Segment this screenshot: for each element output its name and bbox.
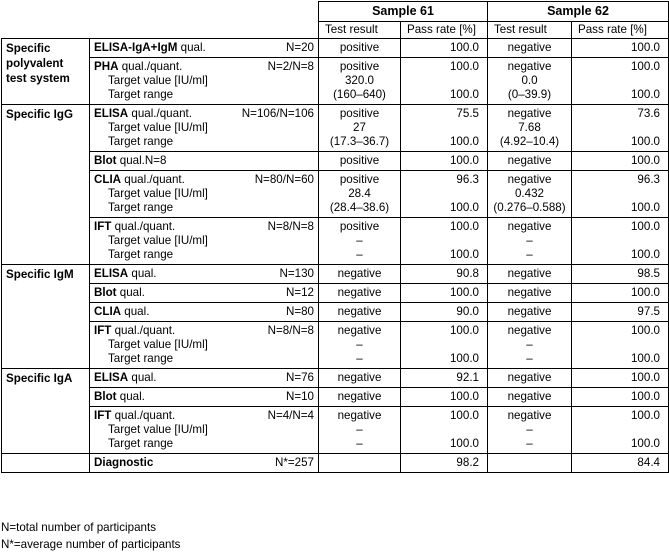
s62-pass-rate-cell bbox=[572, 284, 669, 303]
participant-count: N=8/N=8 bbox=[267, 324, 314, 337]
s61-pass-rate-cell bbox=[401, 322, 488, 369]
s61-result-value: negative bbox=[337, 409, 382, 422]
s61-result-value: positive bbox=[339, 41, 380, 54]
s61-pass-rate-value: 100.0 bbox=[449, 135, 479, 148]
participant-count: N=80/N=60 bbox=[254, 173, 314, 186]
s62-pass-rate-value bbox=[576, 121, 660, 135]
s62-pass-rate-cell bbox=[572, 105, 669, 152]
footnote-n: N=total number of participants bbox=[1, 521, 156, 534]
participant-count: N=80 bbox=[285, 305, 314, 318]
s62-result-value: negative bbox=[507, 324, 552, 337]
s61-result-value: positive bbox=[339, 220, 380, 233]
s62-pass-rate-cell bbox=[572, 388, 669, 407]
s61-pass-rate-value: 75.5 bbox=[456, 107, 479, 120]
method-cell bbox=[90, 105, 319, 152]
s61-pass-rate-header: Pass rate [%] bbox=[401, 22, 488, 39]
group-label: Specific IgM bbox=[2, 265, 90, 369]
method-subline: Target value [IU/ml] bbox=[108, 121, 208, 134]
s62-result-value: negative bbox=[507, 60, 552, 73]
s62-pass-rate-value: 100.0 bbox=[630, 286, 660, 299]
s61-pass-rate-value: 100.0 bbox=[449, 154, 479, 167]
method-cell bbox=[90, 303, 319, 322]
s61-pass-rate-value bbox=[405, 338, 479, 352]
method-cell bbox=[90, 284, 319, 303]
s61-result-value: positive bbox=[339, 173, 380, 186]
table-row bbox=[2, 369, 669, 388]
participant-count: N=76 bbox=[285, 371, 314, 384]
method-subline: Target range bbox=[108, 201, 174, 214]
s61-result-value: negative bbox=[337, 286, 382, 299]
s61-pass-rate-cell bbox=[401, 303, 488, 322]
s61-result-value: – bbox=[356, 437, 363, 450]
method-cell bbox=[90, 171, 319, 218]
method-cell bbox=[90, 454, 319, 473]
table-row bbox=[2, 39, 669, 58]
method-cell bbox=[90, 407, 319, 454]
s61-result-cell bbox=[319, 39, 401, 58]
s62-result-value: – bbox=[526, 234, 533, 247]
participant-count: N=8/N=8 bbox=[267, 220, 314, 233]
s61-result-cell bbox=[319, 58, 401, 105]
s61-pass-rate-value: 96.3 bbox=[456, 173, 479, 186]
s61-result-value: – bbox=[356, 234, 363, 247]
method-name: Blot bbox=[94, 286, 117, 299]
table-row bbox=[2, 303, 669, 322]
s62-pass-rate-value: 97.5 bbox=[637, 305, 660, 318]
s62-pass-rate-value bbox=[576, 187, 660, 201]
s62-result-value: negative bbox=[507, 107, 552, 120]
s61-pass-rate-value: 100.0 bbox=[449, 88, 479, 101]
s62-pass-rate-value: 100.0 bbox=[630, 201, 660, 214]
s61-pass-rate-cell bbox=[401, 369, 488, 388]
s62-pass-rate-cell bbox=[572, 322, 669, 369]
s61-pass-rate-cell bbox=[401, 388, 488, 407]
s62-result-value: (0–39.9) bbox=[507, 88, 552, 101]
s61-pass-rate-value bbox=[405, 234, 479, 248]
s62-pass-rate-cell bbox=[572, 265, 669, 284]
s61-pass-rate-value: 92.1 bbox=[456, 371, 479, 384]
s61-result-value: – bbox=[356, 352, 363, 365]
s62-pass-rate-cell bbox=[572, 39, 669, 58]
table-row bbox=[2, 265, 669, 284]
s62-pass-rate-cell bbox=[572, 369, 669, 388]
s61-result-value: negative bbox=[337, 390, 382, 403]
method-mode: qual./quant. bbox=[111, 409, 176, 422]
s62-test-result-header: Test result bbox=[488, 22, 572, 39]
method-cell bbox=[90, 218, 319, 265]
participant-count: N=106/N=106 bbox=[241, 107, 314, 120]
s62-pass-rate-cell bbox=[572, 152, 669, 171]
s62-result-value: negative bbox=[507, 154, 552, 167]
method-subline: Target value [IU/ml] bbox=[108, 338, 208, 351]
s61-pass-rate-value: 90.0 bbox=[456, 305, 479, 318]
s62-result-cell bbox=[488, 407, 572, 454]
s62-result-value: 7.68 bbox=[518, 121, 541, 134]
s62-pass-rate-value: 100.0 bbox=[630, 324, 660, 337]
s62-result-value: negative bbox=[507, 173, 552, 186]
s62-pass-rate-value bbox=[576, 423, 660, 437]
method-cell bbox=[90, 265, 319, 284]
s62-result-value: 0.0 bbox=[521, 74, 538, 87]
s61-pass-rate-cell bbox=[401, 171, 488, 218]
s61-pass-rate-cell bbox=[401, 152, 488, 171]
method-subline: Target range bbox=[108, 135, 174, 148]
s62-result-value: negative bbox=[507, 267, 552, 280]
table-row bbox=[2, 58, 669, 105]
method-subline: Target range bbox=[108, 437, 174, 450]
s62-result-value: – bbox=[526, 338, 533, 351]
s61-result-value: 28.4 bbox=[348, 187, 371, 200]
s62-pass-rate-value: 100.0 bbox=[630, 390, 660, 403]
s61-pass-rate-value bbox=[405, 187, 479, 201]
s61-pass-rate-cell bbox=[401, 39, 488, 58]
s61-pass-rate-value: 100.0 bbox=[449, 286, 479, 299]
s61-pass-rate-value: 100.0 bbox=[449, 390, 479, 403]
s62-pass-rate-value: 100.0 bbox=[630, 41, 660, 54]
method-mode: qual.N=8 bbox=[116, 154, 167, 167]
s62-pass-rate-cell bbox=[572, 407, 669, 454]
method-name: IFT bbox=[94, 220, 112, 233]
s61-result-cell bbox=[319, 152, 401, 171]
method-name: Blot bbox=[94, 390, 117, 403]
s61-pass-rate-cell bbox=[401, 454, 488, 473]
method-cell bbox=[90, 369, 319, 388]
method-subline: Target range bbox=[108, 352, 174, 365]
s62-result-value: negative bbox=[507, 371, 552, 384]
table-row bbox=[2, 218, 669, 265]
s62-result-cell bbox=[488, 454, 572, 473]
s62-result-value: (4.92–10.4) bbox=[499, 135, 560, 148]
method-subline: Target range bbox=[108, 88, 174, 101]
table-row bbox=[2, 322, 669, 369]
sample-header-row bbox=[2, 2, 669, 22]
method-name: ELISA bbox=[94, 371, 129, 384]
method-mode: qual./quant. bbox=[111, 220, 176, 233]
s61-result-value bbox=[323, 456, 396, 470]
table-row bbox=[2, 407, 669, 454]
method-mode: qual. bbox=[121, 305, 150, 318]
s61-pass-rate-value: 98.2 bbox=[456, 456, 479, 469]
s62-pass-rate-value bbox=[576, 234, 660, 248]
s61-result-value: negative bbox=[337, 324, 382, 337]
s62-pass-rate-cell bbox=[572, 58, 669, 105]
s61-pass-rate-value: 100.0 bbox=[449, 352, 479, 365]
s61-pass-rate-cell bbox=[401, 265, 488, 284]
s61-result-cell bbox=[319, 265, 401, 284]
method-mode: qual./quant. bbox=[121, 173, 185, 186]
s62-result-cell bbox=[488, 218, 572, 265]
s61-pass-rate-value: 100.0 bbox=[449, 60, 479, 73]
method-mode: qual. bbox=[116, 390, 145, 403]
s62-result-value: negative bbox=[507, 41, 552, 54]
s61-pass-rate-value bbox=[405, 74, 479, 88]
participant-count: N=20 bbox=[285, 41, 314, 54]
s61-result-value: negative bbox=[337, 305, 382, 318]
header-blank bbox=[2, 2, 319, 39]
s61-pass-rate-cell bbox=[401, 407, 488, 454]
s62-result-value: 0.432 bbox=[514, 187, 544, 200]
s62-pass-rate-header: Pass rate [%] bbox=[572, 22, 669, 39]
s62-pass-rate-value: 100.0 bbox=[630, 135, 660, 148]
group-label: Specific IgA bbox=[2, 369, 90, 454]
s61-result-value: positive bbox=[339, 154, 380, 167]
s62-result-cell bbox=[488, 284, 572, 303]
s62-result-value: negative bbox=[507, 390, 552, 403]
s61-result-value: (17.3–36.7) bbox=[329, 135, 390, 148]
s61-pass-rate-value: 100.0 bbox=[449, 324, 479, 337]
s61-pass-rate-cell bbox=[401, 284, 488, 303]
s61-result-cell bbox=[319, 284, 401, 303]
method-name: ELISA-IgA+IgM bbox=[94, 41, 178, 54]
s62-pass-rate-cell bbox=[572, 303, 669, 322]
method-name: IFT bbox=[94, 409, 112, 422]
s62-pass-rate-cell bbox=[572, 218, 669, 265]
footnote-n-star: N*=average number of participants bbox=[1, 538, 181, 551]
method-subline: Target value [IU/ml] bbox=[108, 234, 208, 247]
s61-result-value: positive bbox=[339, 107, 380, 120]
s62-result-cell bbox=[488, 303, 572, 322]
participant-count: N=12 bbox=[285, 286, 314, 299]
method-mode: qual./quant. bbox=[128, 107, 192, 120]
s61-result-cell bbox=[319, 218, 401, 265]
s61-pass-rate-cell bbox=[401, 218, 488, 265]
s62-pass-rate-value: 100.0 bbox=[630, 248, 660, 261]
s62-result-cell bbox=[488, 105, 572, 152]
s62-pass-rate-value: 96.3 bbox=[637, 173, 660, 186]
results-table bbox=[1, 1, 669, 473]
table-row bbox=[2, 284, 669, 303]
participant-count: N=130 bbox=[279, 267, 314, 280]
s61-result-value: positive bbox=[339, 60, 380, 73]
table-row bbox=[2, 454, 669, 473]
s61-pass-rate-value bbox=[405, 423, 479, 437]
method-cell bbox=[90, 39, 319, 58]
table-row bbox=[2, 388, 669, 407]
group-label bbox=[2, 454, 90, 473]
s62-result-value: negative bbox=[507, 305, 552, 318]
s61-pass-rate-value: 100.0 bbox=[449, 220, 479, 233]
method-name: CLIA bbox=[94, 305, 122, 318]
s61-result-cell bbox=[319, 322, 401, 369]
participant-count: N=2/N=8 bbox=[267, 60, 314, 73]
method-mode: qual. bbox=[128, 371, 157, 384]
s62-pass-rate-value bbox=[576, 74, 660, 88]
method-name: Blot bbox=[94, 154, 117, 167]
s62-pass-rate-value: 100.0 bbox=[630, 371, 660, 384]
group-label: Specific IgG bbox=[2, 105, 90, 265]
s61-pass-rate-value bbox=[405, 121, 479, 135]
s61-pass-rate-value: 100.0 bbox=[449, 201, 479, 214]
participant-count: N=4/N=4 bbox=[267, 409, 314, 422]
s62-result-cell bbox=[488, 322, 572, 369]
s62-pass-rate-value bbox=[576, 338, 660, 352]
s61-result-value: 320.0 bbox=[344, 74, 374, 87]
s62-result-cell bbox=[488, 265, 572, 284]
s61-pass-rate-value: 100.0 bbox=[449, 248, 479, 261]
table-row bbox=[2, 105, 669, 152]
s62-pass-rate-cell bbox=[572, 171, 669, 218]
method-mode: qual. bbox=[116, 286, 145, 299]
method-subline: Target value [IU/ml] bbox=[108, 74, 208, 87]
method-name: PHA bbox=[94, 60, 119, 73]
method-subline: Target value [IU/ml] bbox=[108, 423, 208, 436]
sample-61-header: Sample 61 bbox=[319, 2, 488, 22]
s61-result-cell bbox=[319, 303, 401, 322]
s62-result-value: – bbox=[526, 437, 533, 450]
method-mode: qual./quant. bbox=[118, 60, 183, 73]
s62-pass-rate-value: 100.0 bbox=[630, 437, 660, 450]
s62-result-value bbox=[492, 456, 567, 470]
s61-result-cell bbox=[319, 454, 401, 473]
s61-pass-rate-cell bbox=[401, 105, 488, 152]
s62-result-cell bbox=[488, 369, 572, 388]
s61-result-cell bbox=[319, 369, 401, 388]
s62-pass-rate-value: 100.0 bbox=[630, 220, 660, 233]
s62-result-value: – bbox=[526, 248, 533, 261]
s62-result-cell bbox=[488, 171, 572, 218]
footnotes bbox=[1, 519, 180, 553]
s62-result-cell bbox=[488, 152, 572, 171]
method-cell bbox=[90, 388, 319, 407]
s61-pass-rate-value: 100.0 bbox=[449, 409, 479, 422]
s61-result-value: (160–640) bbox=[333, 88, 386, 101]
s61-test-result-header: Test result bbox=[319, 22, 401, 39]
participant-count: N=10 bbox=[285, 390, 314, 403]
s62-pass-rate-value: 73.6 bbox=[637, 107, 660, 120]
method-name: IFT bbox=[94, 324, 112, 337]
s61-result-value: – bbox=[356, 248, 363, 261]
table-row bbox=[2, 171, 669, 218]
group-label: Specific polyvalent test system bbox=[2, 39, 90, 105]
method-cell bbox=[90, 58, 319, 105]
s61-result-value: negative bbox=[337, 371, 382, 384]
method-name: ELISA bbox=[94, 107, 129, 120]
s61-result-value: 27 bbox=[353, 121, 366, 134]
table-row bbox=[2, 152, 669, 171]
s61-result-cell bbox=[319, 407, 401, 454]
s61-result-cell bbox=[319, 105, 401, 152]
s61-result-cell bbox=[319, 388, 401, 407]
method-mode: qual./quant. bbox=[111, 324, 176, 337]
s61-result-cell bbox=[319, 171, 401, 218]
s61-result-value: – bbox=[356, 338, 363, 351]
s62-pass-rate-value: 100.0 bbox=[630, 60, 660, 73]
s62-result-cell bbox=[488, 58, 572, 105]
s61-result-value: negative bbox=[337, 267, 382, 280]
s61-pass-rate-value: 100.0 bbox=[449, 437, 479, 450]
s62-pass-rate-value: 98.5 bbox=[637, 267, 660, 280]
s62-pass-rate-value: 100.0 bbox=[630, 409, 660, 422]
s62-result-value: negative bbox=[507, 409, 552, 422]
participant-count: N*=257 bbox=[275, 456, 314, 469]
s62-result-value: (0.276–0.588) bbox=[493, 201, 566, 214]
method-name: Diagnostic bbox=[94, 456, 154, 469]
method-cell bbox=[90, 152, 319, 171]
s62-pass-rate-value: 100.0 bbox=[630, 352, 660, 365]
method-mode: qual. bbox=[177, 41, 206, 54]
s61-pass-rate-value: 90.8 bbox=[456, 267, 479, 280]
s62-result-cell bbox=[488, 39, 572, 58]
s62-result-value: negative bbox=[507, 220, 552, 233]
s62-pass-rate-value: 100.0 bbox=[630, 154, 660, 167]
s62-result-value: – bbox=[526, 352, 533, 365]
s61-result-value: (28.4–38.6) bbox=[329, 201, 390, 214]
method-mode: qual. bbox=[128, 267, 157, 280]
s61-pass-rate-cell bbox=[401, 58, 488, 105]
s61-pass-rate-value: 100.0 bbox=[449, 41, 479, 54]
method-name: ELISA bbox=[94, 267, 129, 280]
sample-62-header: Sample 62 bbox=[488, 2, 669, 22]
s61-result-value: – bbox=[356, 423, 363, 436]
s62-pass-rate-cell bbox=[572, 454, 669, 473]
method-cell bbox=[90, 322, 319, 369]
method-name: CLIA bbox=[94, 173, 122, 186]
s62-pass-rate-value: 100.0 bbox=[630, 88, 660, 101]
s62-pass-rate-value: 84.4 bbox=[637, 456, 660, 469]
s62-result-cell bbox=[488, 388, 572, 407]
s62-result-value: negative bbox=[507, 286, 552, 299]
method-subline: Target range bbox=[108, 248, 174, 261]
s62-result-value: – bbox=[526, 423, 533, 436]
method-subline: Target value [IU/ml] bbox=[108, 187, 208, 200]
